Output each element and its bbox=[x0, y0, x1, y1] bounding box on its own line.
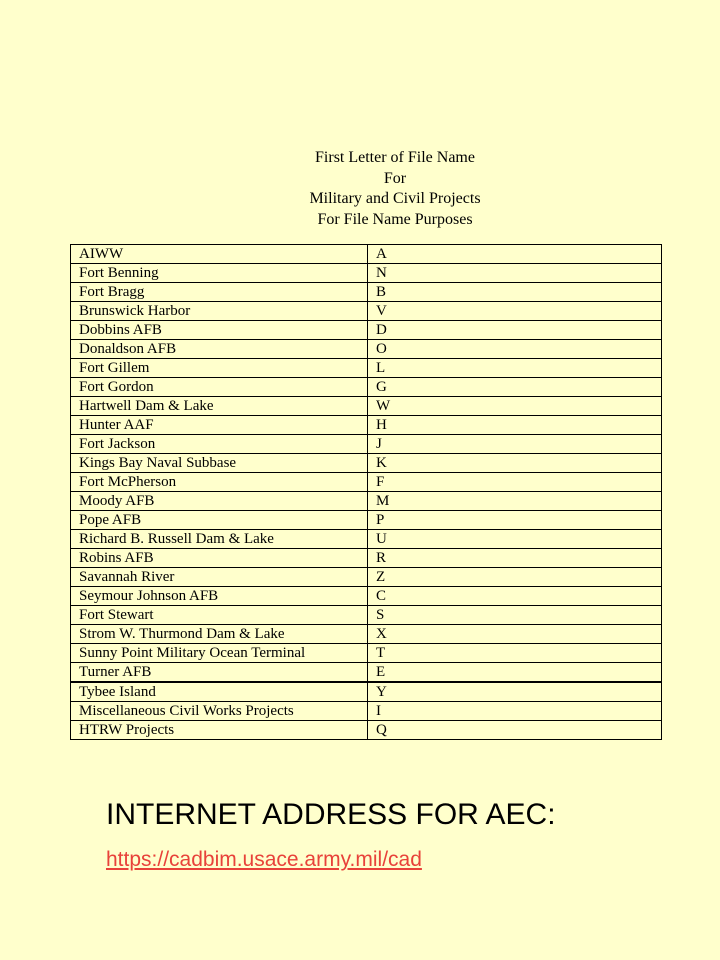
file-letter-cell: Q bbox=[368, 721, 662, 740]
file-letter-table bbox=[70, 244, 662, 740]
file-letter-cell: A bbox=[368, 245, 662, 264]
file-letter-cell: S bbox=[368, 606, 662, 625]
title-line-4: For File Name Purposes bbox=[317, 210, 473, 228]
file-letter-cell: P bbox=[368, 511, 662, 530]
table-row bbox=[71, 530, 662, 549]
project-name-cell: Donaldson AFB bbox=[71, 340, 368, 359]
table-row bbox=[71, 511, 662, 530]
table-row bbox=[71, 245, 662, 264]
project-name-cell: Fort Gordon bbox=[71, 378, 368, 397]
project-name-cell: Fort Benning bbox=[71, 264, 368, 283]
file-letter-cell: N bbox=[368, 264, 662, 283]
file-letter-cell: Y bbox=[368, 682, 662, 702]
project-name-cell: Kings Bay Naval Subbase bbox=[71, 454, 368, 473]
project-name-cell: Sunny Point Military Ocean Terminal bbox=[71, 644, 368, 663]
file-letter-cell: U bbox=[368, 530, 662, 549]
project-name-cell: Seymour Johnson AFB bbox=[71, 587, 368, 606]
table-row bbox=[71, 702, 662, 721]
file-letter-cell: R bbox=[368, 549, 662, 568]
file-letter-cell: C bbox=[368, 587, 662, 606]
table-row bbox=[71, 663, 662, 683]
project-name-cell: Tybee Island bbox=[71, 682, 368, 702]
title-line-1: First Letter of File Name bbox=[315, 149, 475, 166]
project-name-cell: HTRW Projects bbox=[71, 721, 368, 740]
table-title bbox=[0, 148, 720, 230]
project-name-cell: Moody AFB bbox=[71, 492, 368, 511]
project-name-cell: Hartwell Dam & Lake bbox=[71, 397, 368, 416]
table-row bbox=[71, 587, 662, 606]
table-row bbox=[71, 721, 662, 740]
project-name-cell: Dobbins AFB bbox=[71, 321, 368, 340]
file-letter-cell: L bbox=[368, 359, 662, 378]
table-row bbox=[71, 340, 662, 359]
table-row bbox=[71, 549, 662, 568]
table-row bbox=[71, 473, 662, 492]
file-letter-cell: V bbox=[368, 302, 662, 321]
project-name-cell: Brunswick Harbor bbox=[71, 302, 368, 321]
project-name-cell: Fort Bragg bbox=[71, 283, 368, 302]
project-name-cell: Miscellaneous Civil Works Projects bbox=[71, 702, 368, 721]
project-name-cell: Fort Gillem bbox=[71, 359, 368, 378]
table-row bbox=[71, 454, 662, 473]
table-row bbox=[71, 378, 662, 397]
project-name-cell: AIWW bbox=[71, 245, 368, 264]
project-name-cell: Pope AFB bbox=[71, 511, 368, 530]
file-letter-cell: O bbox=[368, 340, 662, 359]
file-letter-cell: K bbox=[368, 454, 662, 473]
table-row bbox=[71, 625, 662, 644]
file-letter-cell: E bbox=[368, 663, 662, 683]
table-row bbox=[71, 682, 662, 702]
table-row bbox=[71, 302, 662, 321]
project-name-cell: Hunter AAF bbox=[71, 416, 368, 435]
table-row bbox=[71, 435, 662, 454]
table-row bbox=[71, 492, 662, 511]
project-name-cell: Savannah River bbox=[71, 568, 368, 587]
file-letter-cell: B bbox=[368, 283, 662, 302]
project-name-cell: Richard B. Russell Dam & Lake bbox=[71, 530, 368, 549]
table-row bbox=[71, 359, 662, 378]
file-letter-cell: I bbox=[368, 702, 662, 721]
file-letter-cell: F bbox=[368, 473, 662, 492]
internet-address-heading: INTERNET ADDRESS FOR AEC: bbox=[106, 798, 556, 831]
file-letter-cell: G bbox=[368, 378, 662, 397]
project-name-cell: Strom W. Thurmond Dam & Lake bbox=[71, 625, 368, 644]
project-name-cell: Fort Stewart bbox=[71, 606, 368, 625]
table-row bbox=[71, 606, 662, 625]
file-letter-cell: M bbox=[368, 492, 662, 511]
title-line-2: For bbox=[383, 169, 407, 187]
file-letter-cell: D bbox=[368, 321, 662, 340]
table-row bbox=[71, 321, 662, 340]
project-name-cell: Robins AFB bbox=[71, 549, 368, 568]
title-line-3: Military and Civil Projects bbox=[309, 190, 481, 207]
project-name-cell: Fort Jackson bbox=[71, 435, 368, 454]
table-row bbox=[71, 416, 662, 435]
file-letter-cell: X bbox=[368, 625, 662, 644]
project-name-cell: Fort McPherson bbox=[71, 473, 368, 492]
file-letter-cell: Z bbox=[368, 568, 662, 587]
project-name-cell: Turner AFB bbox=[71, 663, 368, 683]
file-letter-cell: T bbox=[368, 644, 662, 663]
table-row bbox=[71, 568, 662, 587]
file-letter-cell: J bbox=[368, 435, 662, 454]
table-row bbox=[71, 283, 662, 302]
table-row bbox=[71, 264, 662, 283]
table-row bbox=[71, 644, 662, 663]
file-letter-cell: W bbox=[368, 397, 662, 416]
aec-url-link[interactable]: https://cadbim.usace.army.mil/cad bbox=[106, 848, 422, 871]
file-letter-cell: H bbox=[368, 416, 662, 435]
table-row bbox=[71, 397, 662, 416]
